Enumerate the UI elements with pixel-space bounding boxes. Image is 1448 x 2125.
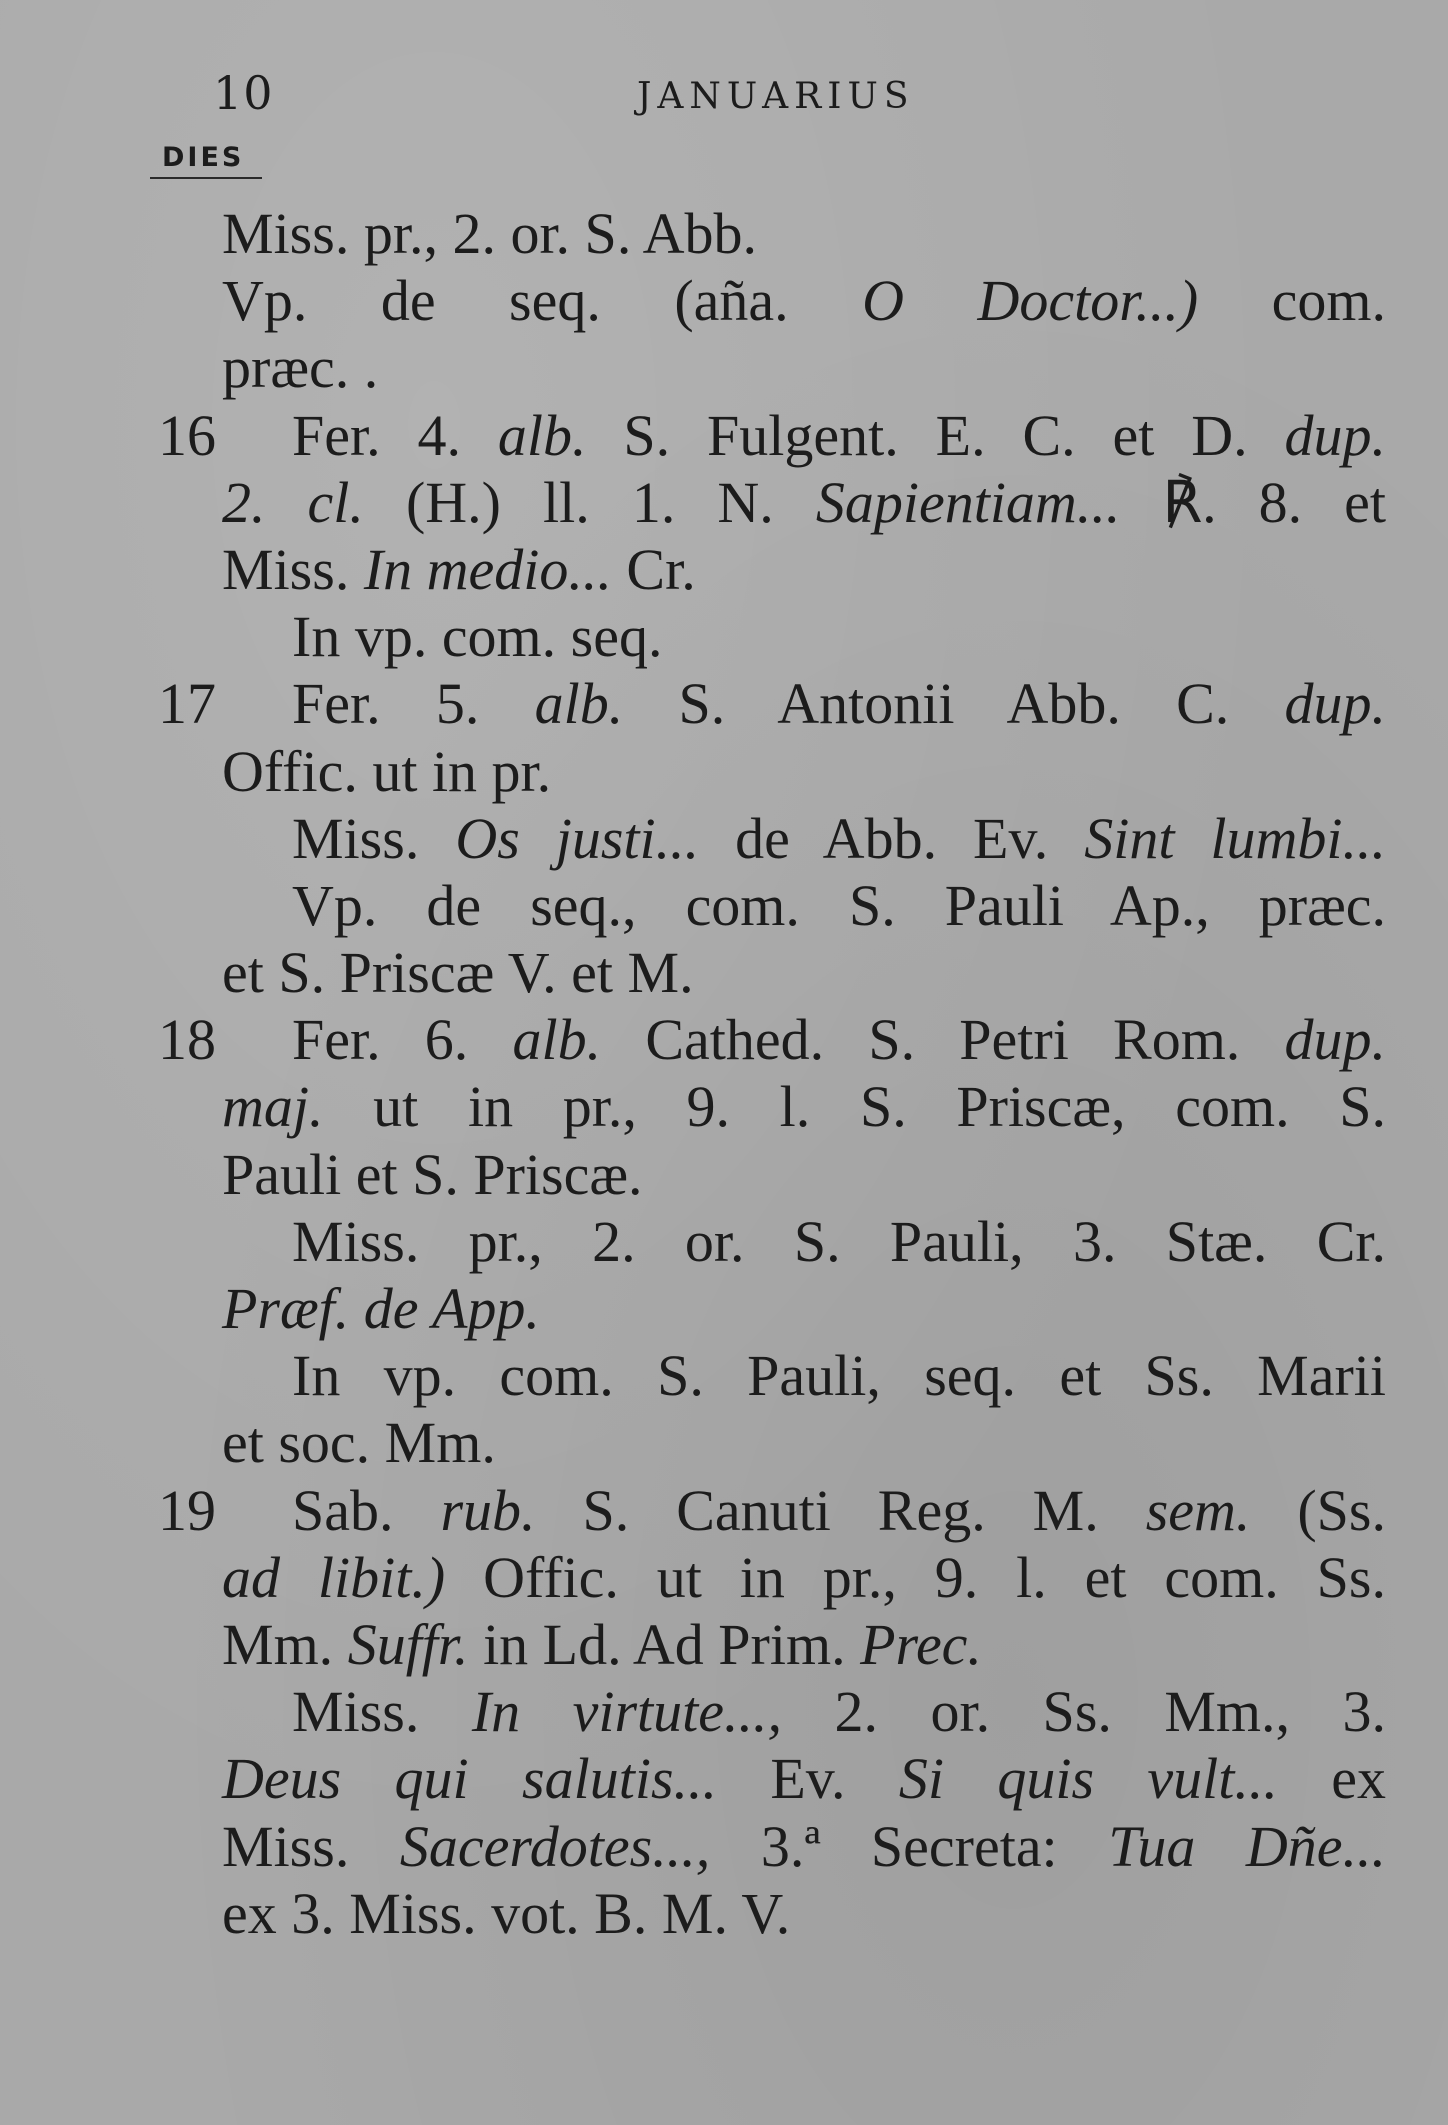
text-run: ℟. 8. et bbox=[1162, 469, 1387, 535]
text-line bbox=[150, 402, 1386, 469]
day-entry-line bbox=[150, 670, 1386, 737]
text-run-italic: 2. cl. bbox=[222, 469, 364, 535]
text-run-italic: dup. bbox=[1284, 402, 1387, 468]
text-run: S. Antonii Abb. C. bbox=[678, 671, 1230, 737]
text-run-italic: O Doctor...) bbox=[862, 268, 1199, 334]
text-run: S. Canuti Reg. M. bbox=[582, 1477, 1099, 1543]
text-line bbox=[150, 1611, 1386, 1678]
text-run: Miss. bbox=[292, 1679, 420, 1745]
text-line bbox=[150, 1678, 1386, 1745]
text-run-italic: Deus qui salutis... bbox=[222, 1746, 718, 1812]
text-run: com. bbox=[1271, 268, 1387, 334]
text-line bbox=[150, 1006, 1386, 1073]
text-line bbox=[150, 1073, 1386, 1140]
text-line bbox=[150, 1208, 1386, 1275]
day-number: 19 bbox=[158, 1477, 216, 1543]
text-line bbox=[150, 1409, 1386, 1476]
text-run-italic: Præf. de App. bbox=[222, 1276, 540, 1341]
text-run: Offic. ut in pr. bbox=[222, 738, 552, 804]
text-run: in Ld. Ad Prim. bbox=[483, 1611, 846, 1677]
text-run: Mm. bbox=[222, 1611, 334, 1677]
text-run: In vp. com. seq. bbox=[292, 604, 663, 670]
text-run-italic: dup. bbox=[1284, 1007, 1387, 1073]
text-run-italic: alb. bbox=[497, 402, 587, 468]
text-run: In vp. com. S. Pauli, seq. et Ss. Marii bbox=[292, 1343, 1386, 1409]
text-line bbox=[150, 738, 1386, 805]
text-run-italic: Sint lumbi... bbox=[1084, 805, 1387, 871]
text-run-italic: sem. bbox=[1145, 1477, 1251, 1543]
text-run-italic: Si quis vult... bbox=[898, 1746, 1278, 1812]
text-run: præc. . bbox=[222, 335, 379, 401]
text-run: 2. or. Ss. Mm., 3. bbox=[834, 1679, 1387, 1745]
text-run-italic: Sapientiam... bbox=[815, 469, 1121, 535]
day-entry-line bbox=[150, 1477, 1386, 1544]
text-run-italic: Sacerdotes..., bbox=[399, 1813, 711, 1879]
day-entry-line bbox=[150, 402, 1386, 469]
text-run: Vp. de seq., com. S. Pauli Ap., præc. bbox=[292, 872, 1386, 938]
text-run: ex 3. Miss. vot. B. M. V. bbox=[222, 1880, 791, 1946]
text-run: Miss. bbox=[222, 1813, 350, 1879]
text-run: Ev. bbox=[770, 1746, 846, 1812]
text-run-italic: rub. bbox=[440, 1477, 536, 1543]
text-run-italic: alb. bbox=[512, 1007, 602, 1073]
text-line bbox=[150, 536, 1386, 603]
text-run: (H.) ll. 1. N. bbox=[405, 469, 774, 535]
calendar-text bbox=[150, 200, 1386, 1947]
text-run-italic: Suffr. bbox=[347, 1611, 469, 1677]
text-line bbox=[150, 1141, 1386, 1208]
text-run: Fer. 6. bbox=[292, 1007, 469, 1073]
day-entry-line bbox=[150, 1006, 1386, 1073]
text-line bbox=[150, 267, 1386, 334]
text-run-italic: dup. bbox=[1284, 671, 1387, 737]
running-title: JANUARIUS bbox=[637, 76, 915, 117]
text-run: S. Fulgent. E. C. et D. bbox=[623, 402, 1248, 468]
text-run: et soc. Mm. bbox=[222, 1410, 496, 1476]
text-run-italic: In medio... bbox=[363, 536, 612, 602]
text-run: Pauli et S. Priscæ. bbox=[222, 1141, 643, 1207]
text-run: ex bbox=[1331, 1746, 1386, 1812]
text-run-italic: maj. bbox=[222, 1074, 324, 1140]
column-label: DIES bbox=[162, 142, 245, 173]
text-line bbox=[150, 469, 1386, 536]
text-line bbox=[150, 603, 1386, 670]
text-run-italic: In virtute..., bbox=[471, 1679, 783, 1745]
text-line bbox=[150, 1342, 1386, 1409]
text-run: Sab. bbox=[292, 1477, 394, 1543]
text-run: Cathed. S. Petri Rom. bbox=[645, 1007, 1241, 1073]
text-line bbox=[150, 334, 1386, 401]
text-run-italic: Tua Dñe... bbox=[1108, 1813, 1387, 1879]
text-run-italic: Os justi... bbox=[455, 805, 700, 871]
text-line bbox=[150, 1813, 1386, 1880]
text-line bbox=[150, 670, 1386, 737]
text-line bbox=[150, 1880, 1386, 1947]
text-run: Fer. 4. bbox=[292, 402, 461, 468]
text-run: Miss. bbox=[292, 805, 420, 871]
text-line bbox=[150, 939, 1386, 1006]
text-line bbox=[150, 1477, 1386, 1544]
text-line bbox=[150, 1275, 1386, 1342]
text-run: Miss. bbox=[222, 536, 350, 602]
text-line bbox=[150, 1745, 1386, 1812]
text-run: Vp. de seq. (aña. bbox=[222, 268, 789, 334]
text-run: et S. Priscæ V. et M. bbox=[222, 940, 694, 1006]
text-line bbox=[150, 200, 1386, 267]
text-line bbox=[150, 805, 1386, 872]
text-run-italic: ad libit.) bbox=[222, 1544, 446, 1610]
text-run-italic: alb. bbox=[534, 671, 624, 737]
text-run: Fer. 5. bbox=[292, 671, 480, 737]
day-number: 16 bbox=[158, 402, 216, 468]
text-run-italic: Prec. bbox=[860, 1611, 982, 1677]
text-run: (Ss. bbox=[1297, 1477, 1387, 1543]
day-number: 17 bbox=[158, 671, 216, 737]
text-run: Cr. bbox=[626, 536, 696, 602]
text-run: de Abb. Ev. bbox=[735, 805, 1049, 871]
day-number: 18 bbox=[158, 1007, 216, 1073]
text-run: ut in pr., 9. l. S. Priscæ, com. S. bbox=[373, 1074, 1387, 1140]
page-number: 10 bbox=[213, 66, 274, 120]
text-run: Miss. pr., 2. or. S. Abb. bbox=[222, 201, 757, 266]
text-run: Offic. ut in pr., 9. l. et com. Ss. bbox=[483, 1544, 1386, 1610]
column-label-rule bbox=[150, 177, 262, 179]
text-run: Miss. pr., 2. or. S. Pauli, 3. Stæ. Cr. bbox=[292, 1208, 1386, 1274]
text-line bbox=[150, 872, 1386, 939]
text-line bbox=[150, 1544, 1386, 1611]
text-run: 3.ª Secreta: bbox=[760, 1813, 1058, 1879]
